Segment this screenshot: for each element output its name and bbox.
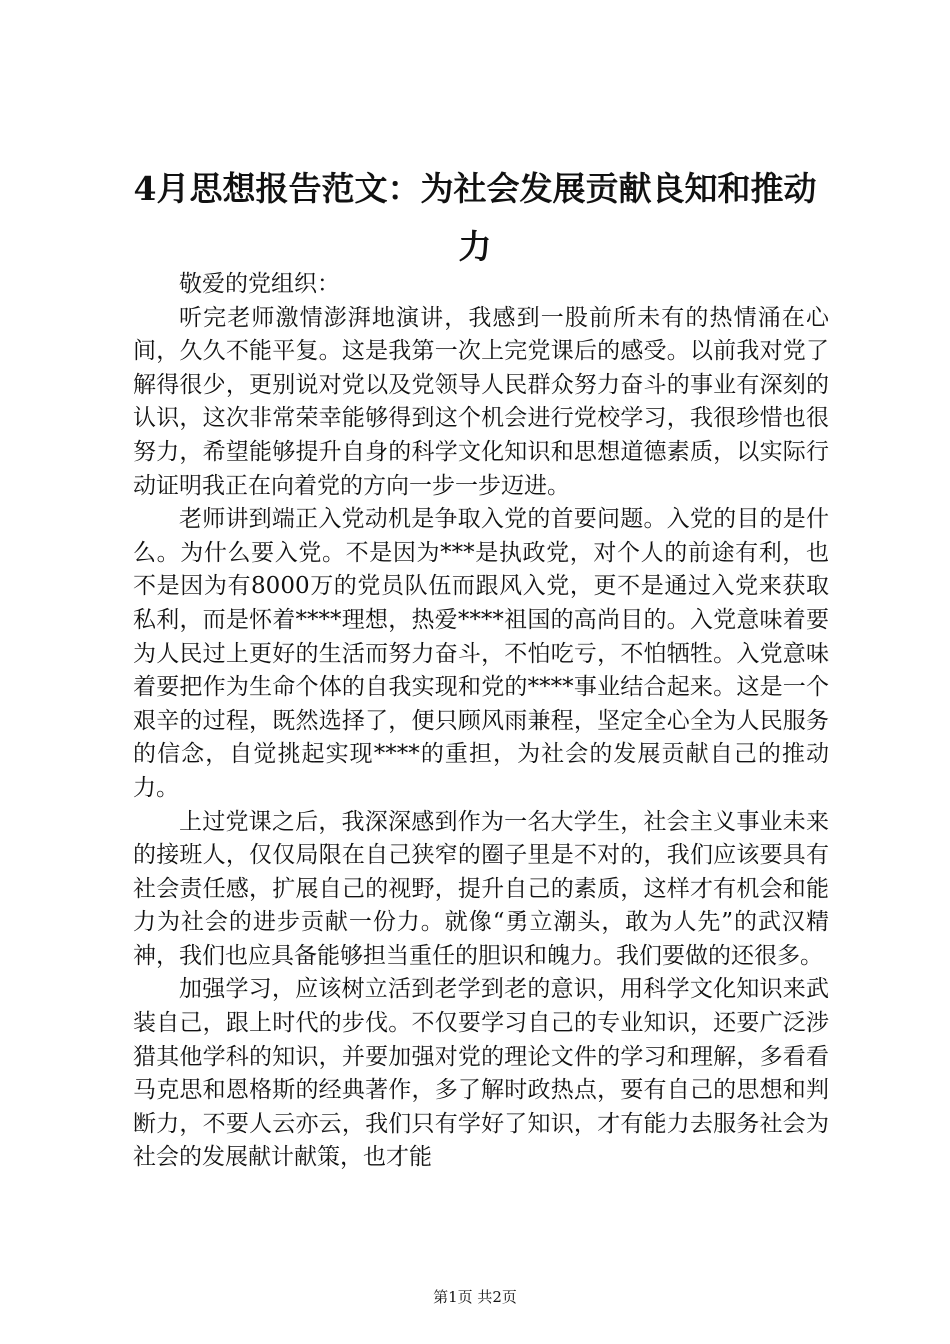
paragraph: 加强学习，应该树立活到老学到老的意识，用科学文化知识来武装自己，跟上时代的步伐。不仅要学习自己的专业知识，还要广泛涉猎其他学科的知识，并要加强对党的理论文件的学习和理解，多看看马克思和恩格斯的经典著作，多了解时政热点，要有自己的思想和判断力，不要人云亦云，我们只有学好了知识，才有能力去服务社会为社会的发展献计献策，也才能 xyxy=(133,976,829,1171)
paragraph: 上过党课之后，我深深感到作为一名大学生，社会主义事业未来的接班人，仅仅局限在自己狭窄的圈子里是不对的，我们应该要具有社会责任感，扩展自己的视野，提升自己的素质，这样才有机会和能力为社会的进步贡献一份力。就像“勇立潮头，敢为人先”的武汉精神，我们也应具备能够担当重任的胆识和魄力。我们要做的还很多。 xyxy=(133,808,829,969)
document-body xyxy=(133,268,829,1175)
salutation: 敬爱的党组织： xyxy=(179,271,340,297)
document-title: 4月思想报告范文：为社会发展贡献良知和推动力 xyxy=(133,169,817,266)
paragraph: 听完老师激情澎湃地演讲，我感到一股前所未有的热情涌在心间，久久不能平复。这是我第一次上完党课后的感受。以前我对党了解得很少，更别说对党以及党领导人民群众努力奋斗的事业有深刻的认识，这次非常荣幸能够得到这个机会进行党校学习，我很珍惜也很努力，希望能够提升自身的科学文化知识和思想道德素质，以实际行动证明我正在向着党的方向一步一步迈进。 xyxy=(133,304,829,499)
paragraph: 老师讲到端正入党动机是争取入党的首要问题。入党的目的是什么。为什么要入党。不是因为***是执政党，对个人的前途有利，也不是因为有8000万的党员队伍而跟风入党，更不是通过入党来获取私利，而是怀着****理想，热爱****祖国的高尚目的。入党意味着要为人民过上更好的生活而努力奋斗，不怕吃亏，不怕牺牲。入党意味着要把作为生命个体的自我实现和党的****事业结合起来。这是一个艰辛的过程，既然选择了，便只顾风雨兼程，坚定全心全为人民服务的信念，自觉挑起实现****的重担，为社会的发展贡献自己的推动力。 xyxy=(133,506,829,801)
page-number-footer: 第1页 共2页 xyxy=(433,1288,517,1306)
